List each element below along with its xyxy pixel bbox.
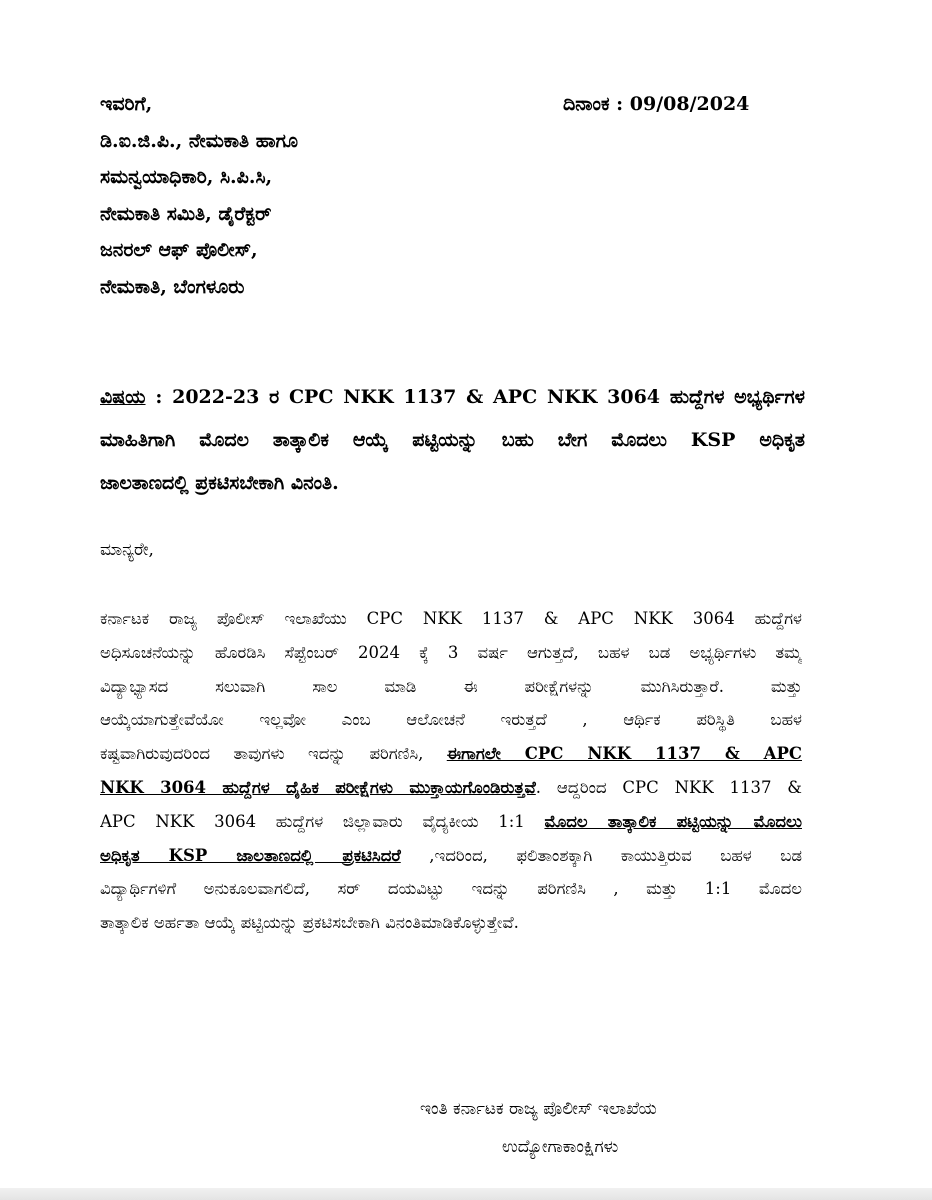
body-line: ವಿದ್ಯಾರ್ಥಿಗಳಿಗೆ ಅನುಕೂಲವಾಗಲಿದೆ, ಸರ್ ದಯವಿಟ್ಟು ಇದನ್ನು ಪರಿಗಣಿಸಿ , ಮತ್ತು 1:1 ಮೊದಲ xyxy=(100,879,802,899)
page-bottom-edge xyxy=(0,1188,932,1200)
addressee-line: ಜನರಲ್ ಆಫ್ ಪೊಲೀಸ್, xyxy=(100,239,258,261)
body-line xyxy=(100,737,802,771)
addressee-line: ನೇಮಕಾತಿ, ಬೆಂಗಳೂರು xyxy=(100,275,245,298)
body-emphasis: ಈಗಾಗಲೇ CPC NKK 1137 & APC xyxy=(446,744,802,764)
addressee-block xyxy=(100,86,520,305)
body-line: ಆಯ್ಕೆಯಾಗುತ್ತೇವೆಯೋ ಇಲ್ಲವೋ ಎಂಬ ಆಲೋಚನೆ ಇರುತ್ತದೆ , ಆರ್ಥಿಕ ಪರಿಸ್ಥಿತಿ ಬಹಳ xyxy=(100,710,802,730)
subject-text: : 2022-23 ರ CPC NKK 1137 & APC NKK 3064 ಹುದ್ದೆಗಳ ಅಭ್ಯರ್ಥಿಗಳ xyxy=(145,386,805,408)
body-text: ಕಷ್ಟವಾಗಿರುವುದರಿಂದ ತಾವುಗಳು ಇದನ್ನು ಪರಿಗಣಿಸಿ, xyxy=(100,744,447,764)
body-line: ಅಧಿಸೂಚನೆಯನ್ನು ಹೊರಡಿಸಿ ಸೆಪ್ಟೆಂಬರ್ 2024 ಕ್ಕೆ 3 ವರ್ಷ ಆಗುತ್ತದೆ, ಬಹಳ ಬಡ ಅಭ್ಯರ್ಥಿಗಳು ತಮ್ಮ xyxy=(100,642,802,662)
addressee-line: ಸಮನ್ವಯಾಧಿಕಾರಿ, ಸಿ.ಪಿ.ಸಿ, xyxy=(100,166,273,188)
body-text: . ಆದ್ದರಿಂದ CPC NKK 1137 & xyxy=(535,777,802,797)
signature-block xyxy=(420,1090,820,1166)
body-line xyxy=(100,839,802,873)
body-line xyxy=(100,805,802,839)
addressee-line: ಡಿ.ಐ.ಜಿ.ಪಿ., ನೇಮಕಾತಿ ಹಾಗೂ xyxy=(100,129,298,152)
body-line xyxy=(100,771,802,805)
addressee-line: ಇವರಿಗೆ, xyxy=(100,93,153,115)
subject-line-1 xyxy=(100,376,805,419)
signature-line: ಉದ್ಯೋಗಾಕಾಂಕ್ಷಿಗಳು xyxy=(502,1137,619,1157)
body-emphasis: ಮೊದಲ ತಾತ್ಕಾಲಿಕ ಪಟ್ಟಿಯನ್ನು ಮೊದಲು xyxy=(544,811,802,831)
body-emphasis: ಅಧಿಕೃತ KSP ಜಾಲತಾಣದಲ್ಲಿ ಪ್ರಕಟಿಸಿದರೆ xyxy=(100,845,401,865)
salutation: ಮಾನ್ಯರೇ, xyxy=(100,540,154,560)
signature-line: ಇಂತಿ ಕರ್ನಾಟಕ ರಾಜ್ಯ ಪೊಲೀಸ್ ಇಲಾಖೆಯ xyxy=(420,1099,657,1119)
letter-body xyxy=(100,602,802,940)
body-emphasis: NKK 3064 ಹುದ್ದೆಗಳ ದೈಹಿಕ ಪರೀಕ್ಷೆಗಳು ಮುಕ್ತಾಯಗೊಂಡಿರುತ್ತವೆ xyxy=(100,777,536,797)
body-line: ಕರ್ನಾಟಕ ರಾಜ್ಯ ಪೊಲೀಸ್ ಇಲಾಖೆಯು CPC NKK 1137 & APC NKK 3064 ಹುದ್ದೆಗಳ xyxy=(100,609,802,628)
body-text: APC NKK 3064 ಹುದ್ದೆಗಳ ಜಿಲ್ಲಾವಾರು ವೈದ್ಯಕೀಯ 1:1 xyxy=(100,811,545,831)
subject-line-3: ಜಾಲತಾಣದಲ್ಲಿ ಪ್ರಕಟಿಸಬೇಕಾಗಿ ವಿನಂತಿ. xyxy=(100,472,339,494)
body-text: ,ಇದರಿಂದ, ಫಲಿತಾಂಶಕ್ಕಾಗಿ ಕಾಯುತ್ತಿರುವ ಬಹಳ ಬಡ xyxy=(400,845,802,865)
addressee-line: ನೇಮಕಾತಿ ಸಮಿತಿ, ಡೈರೆಕ್ಟರ್ xyxy=(100,202,272,225)
subject-label: ವಿಷಯ xyxy=(100,386,146,408)
subject-line-2: ಮಾಹಿತಿಗಾಗಿ ಮೊದಲ ತಾತ್ಕಾಲಿಕ ಆಯ್ಕೆ ಪಟ್ಟಿಯನ್ನು ಬಹು ಬೇಗ ಮೊದಲು KSP ಅಧಿಕೃತ xyxy=(100,429,805,451)
letter-date: ದಿನಾಂಕ : 09/08/2024 xyxy=(563,93,750,115)
subject-block xyxy=(100,376,805,505)
body-line: ವಿದ್ಯಾಭ್ಯಾಸದ ಸಲುವಾಗಿ ಸಾಲ ಮಾಡಿ ಈ ಪರೀಕ್ಷೆಗಳನ್ನು ಮುಗಿಸಿರುತ್ತಾರೆ. ಮತ್ತು xyxy=(100,676,802,696)
body-line: ತಾತ್ಕಾಲಿಕ ಅರ್ಹತಾ ಆಯ್ಕೆ ಪಟ್ಟಿಯನ್ನು ಪ್ರಕಟಿಸಬೇಕಾಗಿ ವಿನಂತಿಮಾಡಿಕೊಳ್ಳುತ್ತೇವೆ. xyxy=(100,913,519,933)
